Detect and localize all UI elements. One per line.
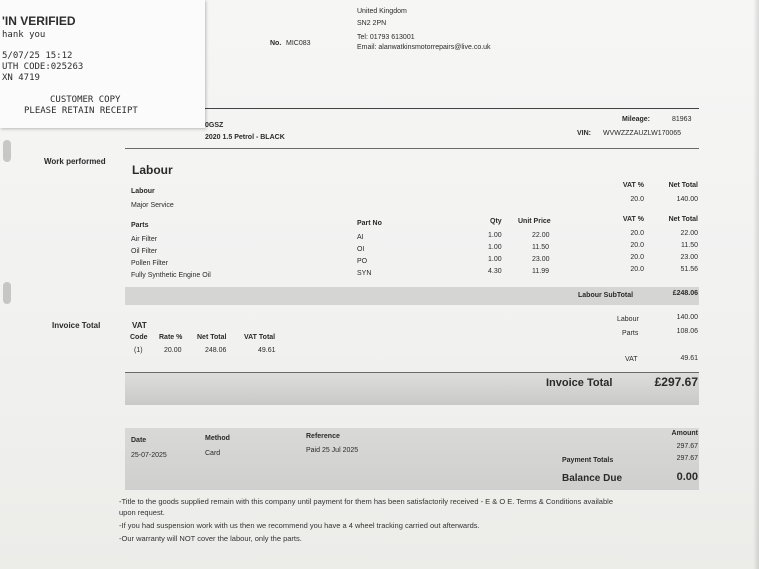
labour-net-value: 140.00 <box>676 196 698 203</box>
payment-header-amount: Amount <box>671 430 698 437</box>
vin-label: VIN: <box>577 130 591 137</box>
terms-line-2: upon request. <box>119 508 165 517</box>
part-number: AI <box>357 234 364 241</box>
receipt-datetime: 5/07/25 15:12 <box>2 51 73 61</box>
receipt-retain: PLEASE RETAIN RECEIPT <box>24 106 138 116</box>
parts-header-net: Net Total <box>668 216 698 223</box>
labour-subtotal-value: £248.06 <box>672 290 698 297</box>
part-vat: 20.0 <box>630 242 644 249</box>
balance-due-label: Balance Due <box>562 473 623 484</box>
company-country: United Kingdom <box>357 8 407 15</box>
mileage-value: 81963 <box>672 116 692 123</box>
part-net: 51.56 <box>680 266 698 273</box>
vat-row-vat: 49.61 <box>258 347 276 354</box>
punch-hole-bottom <box>3 282 11 304</box>
terms-line-3: -If you had suspension work with us then we recommend you have a 4 wheel tracking carried out afterwards. <box>119 521 480 530</box>
part-number: OI <box>357 246 365 253</box>
parts-header-qty: Qty <box>490 218 502 225</box>
part-unit-price: 23.00 <box>532 256 550 263</box>
labour-subtotal-label: Labour SubTotal <box>578 292 634 299</box>
part-net: 11.50 <box>681 242 698 249</box>
payment-totals-label: Payment Totals <box>562 457 614 464</box>
part-net: 23.00 <box>680 254 698 261</box>
card-receipt <box>0 0 205 128</box>
labour-vat-header: VAT % <box>622 182 644 189</box>
part-name: Air Filter <box>131 236 158 243</box>
part-vat: 20.0 <box>630 230 644 237</box>
payment-reference: Paid 25 Jul 2025 <box>306 447 359 454</box>
part-net: 22.00 <box>680 230 698 237</box>
labour-column-header: Labour <box>131 188 155 195</box>
part-vat: 20.0 <box>630 254 644 261</box>
payment-header-reference: Reference <box>306 433 340 440</box>
part-number: PO <box>357 258 368 265</box>
totals-vat-label: VAT <box>625 356 638 363</box>
vat-title: VAT <box>132 321 147 330</box>
part-qty: 1.00 <box>488 244 502 251</box>
part-number: SYN <box>357 270 372 277</box>
vat-row-net: 248.06 <box>205 347 227 354</box>
vat-row-rate: 20.00 <box>164 347 182 354</box>
vehicle-rule <box>125 148 699 149</box>
labour-description: Major Service <box>131 202 174 209</box>
part-name: Fully Synthetic Engine Oil <box>131 272 211 279</box>
invoice-number: MIC083 <box>286 40 311 47</box>
payment-header-method: Method <box>205 435 230 442</box>
vat-header-total: VAT Total <box>244 334 276 341</box>
totals-labour-value: 140.00 <box>676 314 698 321</box>
company-postcode: SN2 2PN <box>357 20 387 27</box>
payment-totals-value: 297.67 <box>676 455 698 462</box>
parts-header-vat: VAT % <box>622 216 644 223</box>
vin-value: WVWZZZAUZLW170065 <box>603 130 682 137</box>
page-edge-shadow <box>753 0 759 569</box>
receipt-customer-copy: CUSTOMER COPY <box>50 95 121 105</box>
part-unit-price: 11.99 <box>532 268 549 275</box>
labour-net-header: Net Total <box>668 182 698 189</box>
payment-date: 25-07-2025 <box>131 452 167 459</box>
payment-header-date: Date <box>131 437 147 444</box>
work-performed-label: Work performed <box>44 157 106 166</box>
part-name: Pollen Filter <box>131 260 168 267</box>
part-qty: 4.30 <box>488 268 502 275</box>
vat-header-code: Code <box>130 334 148 341</box>
invoice-total-value: £297.67 <box>654 375 698 389</box>
vat-header-rate: Rate % <box>159 334 183 341</box>
invoice-total-label: Invoice Total <box>546 377 613 389</box>
vehicle-description: 2020 1.5 Petrol - BLACK <box>205 134 285 141</box>
payment-amount: 297.67 <box>676 443 698 450</box>
terms-line-4: -Our warranty will NOT cover the labour, only the parts. <box>119 534 302 543</box>
terms-line-1: -Title to the goods supplied remain with this company until payment for them has been satisfactorily received - E & O E. Terms & Conditions available <box>119 497 613 506</box>
punch-hole-top <box>3 140 11 162</box>
header-rule <box>205 108 699 109</box>
invoice-total-band <box>125 373 699 405</box>
part-vat: 20.0 <box>630 266 644 273</box>
balance-due-value: 0.00 <box>676 471 698 483</box>
mileage-label: Mileage: <box>622 116 651 123</box>
totals-labour-label: Labour <box>617 316 639 323</box>
vat-row-code: (1) <box>134 347 143 354</box>
invoice-total-section-label: Invoice Total <box>52 321 101 330</box>
receipt-txn: XN 4719 <box>2 73 40 83</box>
receipt-auth-code: UTH CODE:025263 <box>2 62 84 72</box>
vat-header-net: Net Total <box>197 334 227 341</box>
company-email: Email: alanwatkinsmotorrepairs@live.co.uk <box>357 44 491 51</box>
parts-header-name: Parts <box>131 222 149 229</box>
invoice-number-label: No. <box>270 40 282 47</box>
part-unit-price: 11.50 <box>532 244 549 251</box>
part-unit-price: 22.00 <box>532 232 550 239</box>
receipt-thank-you: hank you <box>2 30 46 40</box>
payment-method: Card <box>205 450 221 457</box>
company-tel: Tel: 01793 613001 <box>357 34 415 41</box>
parts-header-partno: Part No <box>357 220 382 227</box>
receipt-verified: 'IN VERIFIED <box>2 14 76 28</box>
totals-vat-value: 49.61 <box>680 355 698 362</box>
totals-parts-label: Parts <box>622 330 639 337</box>
totals-parts-value: 108.06 <box>676 328 698 335</box>
parts-header-unit: Unit Price <box>518 218 551 225</box>
vehicle-reg: 0GSZ <box>205 122 224 129</box>
part-qty: 1.00 <box>488 256 502 263</box>
part-qty: 1.00 <box>488 232 502 239</box>
labour-vat-value: 20.0 <box>630 196 644 203</box>
work-heading: Labour <box>132 163 173 177</box>
part-name: Oil Filter <box>131 248 158 255</box>
